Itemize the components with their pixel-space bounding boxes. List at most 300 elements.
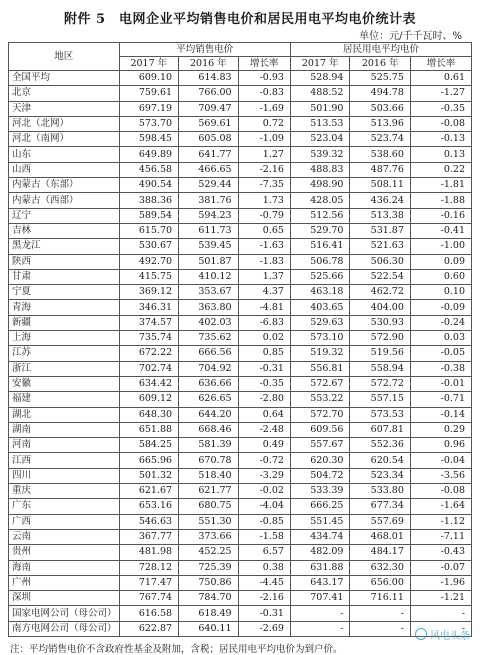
table-row	[9, 468, 472, 483]
footnote: 注：平均销售电价不含政府性基金及附加，含税；居民用电平均电价为到户价。	[10, 644, 343, 655]
value-cell: -	[410, 621, 471, 636]
value-cell: 759.61	[119, 86, 179, 101]
value-cell: 767.74	[119, 591, 179, 606]
price-table	[8, 42, 472, 637]
value-cell: 728.12	[119, 560, 179, 575]
value-cell: 462.72	[350, 285, 410, 300]
value-cell: -1.81	[410, 178, 471, 193]
value-cell: 0.96	[410, 438, 471, 453]
value-cell: -	[350, 606, 410, 621]
value-cell: 415.75	[119, 269, 179, 284]
value-cell: 0.29	[410, 422, 471, 437]
value-cell: 716.11	[350, 591, 410, 606]
value-cell: 466.65	[179, 162, 239, 177]
value-cell: 531.87	[350, 223, 410, 238]
table-row	[9, 376, 472, 391]
region-cell: 重庆	[9, 484, 120, 499]
value-cell: 501.32	[119, 468, 179, 483]
region-cell: 新疆	[9, 315, 120, 330]
value-cell: 0.09	[410, 254, 471, 269]
region-cell: 浙江	[9, 361, 120, 376]
value-cell: -0.05	[410, 346, 471, 361]
value-cell: -1.58	[238, 529, 290, 544]
value-cell: 551.30	[179, 514, 239, 529]
value-cell: 490.54	[119, 178, 179, 193]
value-cell: 558.94	[350, 361, 410, 376]
value-cell: 551.45	[290, 514, 350, 529]
value-cell: 665.96	[119, 453, 179, 468]
value-cell: 717.47	[119, 575, 179, 590]
table-row	[9, 223, 472, 238]
value-cell: -0.31	[238, 361, 290, 376]
table-row	[9, 545, 472, 560]
value-cell: 519.32	[290, 346, 350, 361]
unit-label: 单位：元/千千瓦时、%	[359, 31, 462, 42]
value-cell: 557.15	[350, 392, 410, 407]
value-cell: -0.09	[410, 300, 471, 315]
value-cell: 581.39	[179, 438, 239, 453]
value-cell: 611.73	[179, 223, 239, 238]
region-cell: 广州	[9, 575, 120, 590]
table-row	[9, 116, 472, 131]
value-cell: -0.43	[410, 545, 471, 560]
value-cell: 488.83	[290, 162, 350, 177]
value-cell: -	[290, 621, 350, 636]
value-cell: 428.05	[290, 193, 350, 208]
value-cell: 523.04	[290, 132, 350, 147]
value-cell: 374.57	[119, 315, 179, 330]
value-cell: -1.21	[410, 591, 471, 606]
region-cell: 黑龙江	[9, 239, 120, 254]
value-cell: 618.49	[179, 606, 239, 621]
value-cell: 525.66	[290, 269, 350, 284]
value-cell: 709.47	[179, 101, 239, 116]
value-cell: -2.48	[238, 422, 290, 437]
value-cell: 436.24	[350, 193, 410, 208]
value-cell: 607.81	[350, 422, 410, 437]
value-cell: -0.38	[410, 361, 471, 376]
value-cell: 501.87	[179, 254, 239, 269]
value-cell: 501.90	[290, 101, 350, 116]
value-cell: 533.80	[350, 484, 410, 499]
value-cell: -2.16	[238, 591, 290, 606]
value-cell: 616.58	[119, 606, 179, 621]
region-cell: 全国平均	[9, 71, 120, 86]
value-cell: 634.42	[119, 376, 179, 391]
value-cell: 512.56	[290, 208, 350, 223]
header-avg-sales-price: 平均销售电价	[119, 43, 290, 57]
value-cell: 513.53	[290, 116, 350, 131]
value-cell: 702.74	[119, 361, 179, 376]
region-cell: 深圳	[9, 591, 120, 606]
table-row	[9, 254, 472, 269]
value-cell: -0.14	[410, 407, 471, 422]
value-cell: -4.45	[238, 575, 290, 590]
table-row	[9, 422, 472, 437]
table-row	[9, 147, 472, 162]
value-cell: -	[350, 621, 410, 636]
value-cell: 573.10	[290, 331, 350, 346]
value-cell: 784.70	[179, 591, 239, 606]
value-cell: 346.31	[119, 300, 179, 315]
value-cell: 1.73	[238, 193, 290, 208]
value-cell: 484.17	[350, 545, 410, 560]
value-cell: -0.31	[238, 606, 290, 621]
value-cell: 0.22	[410, 162, 471, 177]
value-cell: -1.27	[410, 86, 471, 101]
value-cell: -7.35	[238, 178, 290, 193]
wechat-icon	[415, 628, 427, 640]
value-cell: -0.24	[410, 315, 471, 330]
table-row	[9, 285, 472, 300]
value-cell: 644.20	[179, 407, 239, 422]
value-cell: 487.76	[350, 162, 410, 177]
value-cell: 572.70	[290, 407, 350, 422]
value-cell: 677.34	[350, 499, 410, 514]
region-cell: 河北（北网）	[9, 116, 120, 131]
value-cell: 609.10	[119, 71, 179, 86]
value-cell: 506.78	[290, 254, 350, 269]
value-cell: 615.70	[119, 223, 179, 238]
table-row	[9, 86, 472, 101]
value-cell: -3.29	[238, 468, 290, 483]
value-cell: -1.69	[238, 101, 290, 116]
value-cell: 402.03	[179, 315, 239, 330]
table-row	[9, 208, 472, 223]
value-cell: 0.72	[238, 116, 290, 131]
value-cell: 632.30	[350, 560, 410, 575]
value-cell: 622.87	[119, 621, 179, 636]
value-cell: -0.04	[410, 453, 471, 468]
value-cell: 508.11	[350, 178, 410, 193]
value-cell: 605.08	[179, 132, 239, 147]
value-cell: 0.64	[238, 407, 290, 422]
region-cell: 辽宁	[9, 208, 120, 223]
value-cell: 533.39	[290, 484, 350, 499]
value-cell: -0.01	[410, 376, 471, 391]
value-cell: 463.18	[290, 285, 350, 300]
value-cell: -0.16	[410, 208, 471, 223]
value-cell: 626.65	[179, 392, 239, 407]
value-cell: -2.80	[238, 392, 290, 407]
value-cell: 4.37	[238, 285, 290, 300]
value-cell: 573.70	[119, 116, 179, 131]
value-cell: -0.35	[238, 376, 290, 391]
region-cell: 北京	[9, 86, 120, 101]
table-row	[9, 484, 472, 499]
header-growth: 增长率	[410, 57, 471, 71]
table-row	[9, 621, 472, 636]
value-cell: 523.34	[350, 468, 410, 483]
value-cell: 766.00	[179, 86, 239, 101]
value-cell: 680.75	[179, 499, 239, 514]
region-cell: 四川	[9, 468, 120, 483]
table-row	[9, 514, 472, 529]
value-cell: 621.67	[119, 484, 179, 499]
value-cell: 609.12	[119, 392, 179, 407]
value-cell: 725.39	[179, 560, 239, 575]
value-cell: 538.60	[350, 147, 410, 162]
value-cell: -	[410, 606, 471, 621]
value-cell: 403.65	[290, 300, 350, 315]
value-cell: 482.09	[290, 545, 350, 560]
value-cell: 557.67	[290, 438, 350, 453]
region-cell: 宁夏	[9, 285, 120, 300]
value-cell: 621.77	[179, 484, 239, 499]
value-cell: -1.88	[410, 193, 471, 208]
table-row	[9, 331, 472, 346]
region-cell: 上海	[9, 331, 120, 346]
value-cell: 404.00	[350, 300, 410, 315]
value-cell: -1.63	[238, 239, 290, 254]
region-cell: 云南	[9, 529, 120, 544]
value-cell: 750.86	[179, 575, 239, 590]
value-cell: 704.92	[179, 361, 239, 376]
region-cell: 江西	[9, 453, 120, 468]
value-cell: 0.60	[410, 269, 471, 284]
value-cell: 529.44	[179, 178, 239, 193]
table-row	[9, 101, 472, 116]
value-cell: 506.30	[350, 254, 410, 269]
region-cell: 南方电网公司（母公司）	[9, 621, 120, 636]
value-cell: 0.13	[410, 147, 471, 162]
header-region: 地区	[9, 43, 120, 71]
region-cell: 陕西	[9, 254, 120, 269]
value-cell: 666.56	[179, 346, 239, 361]
region-cell: 湖北	[9, 407, 120, 422]
value-cell: 0.38	[238, 560, 290, 575]
value-cell: -7.11	[410, 529, 471, 544]
table-row	[9, 361, 472, 376]
value-cell: 539.32	[290, 147, 350, 162]
value-cell: -0.07	[410, 560, 471, 575]
value-cell: 614.83	[179, 71, 239, 86]
value-cell: 0.61	[410, 71, 471, 86]
value-cell: -	[290, 606, 350, 621]
value-cell: 525.75	[350, 71, 410, 86]
value-cell: 620.54	[350, 453, 410, 468]
value-cell: 388.36	[119, 193, 179, 208]
value-cell: 620.30	[290, 453, 350, 468]
value-cell: 594.23	[179, 208, 239, 223]
value-cell: 640.11	[179, 621, 239, 636]
value-cell: 584.25	[119, 438, 179, 453]
table-row	[9, 560, 472, 575]
value-cell: 522.54	[350, 269, 410, 284]
value-cell: 0.10	[410, 285, 471, 300]
region-cell: 广西	[9, 514, 120, 529]
value-cell: 0.49	[238, 438, 290, 453]
region-cell: 福建	[9, 392, 120, 407]
value-cell: 735.74	[119, 331, 179, 346]
value-cell: 672.22	[119, 346, 179, 361]
header-year-2017: 2017 年	[290, 57, 350, 71]
value-cell: -0.85	[238, 514, 290, 529]
table-row	[9, 346, 472, 361]
table-row	[9, 132, 472, 147]
table-row	[9, 71, 472, 86]
value-cell: 410.12	[179, 269, 239, 284]
value-cell: 707.41	[290, 591, 350, 606]
region-cell: 青海	[9, 300, 120, 315]
table-row	[9, 162, 472, 177]
value-cell: -1.12	[410, 514, 471, 529]
value-cell: -0.71	[410, 392, 471, 407]
value-cell: -0.41	[410, 223, 471, 238]
value-cell: 697.19	[119, 101, 179, 116]
value-cell: -2.69	[238, 621, 290, 636]
region-cell: 山东	[9, 147, 120, 162]
value-cell: 373.66	[179, 529, 239, 544]
value-cell: 572.72	[350, 376, 410, 391]
value-cell: 735.62	[179, 331, 239, 346]
region-cell: 海南	[9, 560, 120, 575]
value-cell: -2.16	[238, 162, 290, 177]
value-cell: 468.01	[350, 529, 410, 544]
value-cell: 557.69	[350, 514, 410, 529]
value-cell: 516.41	[290, 239, 350, 254]
region-cell: 内蒙古（西部）	[9, 193, 120, 208]
table-row	[9, 315, 472, 330]
value-cell: 0.85	[238, 346, 290, 361]
value-cell: 452.25	[179, 545, 239, 560]
region-cell: 天津	[9, 101, 120, 116]
table-row	[9, 269, 472, 284]
value-cell: 598.45	[119, 132, 179, 147]
value-cell: 6.57	[238, 545, 290, 560]
value-cell: 641.77	[179, 147, 239, 162]
header-year-2016: 2016 年	[179, 57, 239, 71]
value-cell: -3.56	[410, 468, 471, 483]
table-row	[9, 606, 472, 621]
value-cell: -0.93	[238, 71, 290, 86]
watermark-text: 风电头条	[430, 631, 470, 642]
value-cell: 488.52	[290, 86, 350, 101]
value-cell: 649.89	[119, 147, 179, 162]
value-cell: 530.67	[119, 239, 179, 254]
value-cell: 513.38	[350, 208, 410, 223]
value-cell: 529.63	[290, 315, 350, 330]
value-cell: 494.78	[350, 86, 410, 101]
value-cell: -1.00	[410, 239, 471, 254]
region-cell: 安徽	[9, 376, 120, 391]
value-cell: 434.74	[290, 529, 350, 544]
value-cell: 670.78	[179, 453, 239, 468]
value-cell: -1.83	[238, 254, 290, 269]
value-cell: 552.36	[350, 438, 410, 453]
table-row	[9, 575, 472, 590]
region-cell: 河北（南网）	[9, 132, 120, 147]
value-cell: 636.66	[179, 376, 239, 391]
table-body	[9, 71, 472, 637]
value-cell: -4.04	[238, 499, 290, 514]
header-year-2017: 2017 年	[119, 57, 179, 71]
value-cell: 651.88	[119, 422, 179, 437]
value-cell: 668.46	[179, 422, 239, 437]
value-cell: 631.88	[290, 560, 350, 575]
value-cell: 643.17	[290, 575, 350, 590]
value-cell: 589.54	[119, 208, 179, 223]
value-cell: -1.96	[410, 575, 471, 590]
value-cell: 521.63	[350, 239, 410, 254]
watermark	[415, 627, 470, 642]
value-cell: 528.94	[290, 71, 350, 86]
value-cell: 367.77	[119, 529, 179, 544]
region-cell: 江苏	[9, 346, 120, 361]
value-cell: -0.13	[410, 132, 471, 147]
table-row	[9, 499, 472, 514]
value-cell: 518.40	[179, 468, 239, 483]
value-cell: 1.27	[238, 147, 290, 162]
region-cell: 甘肃	[9, 269, 120, 284]
value-cell: 513.96	[350, 116, 410, 131]
value-cell: 573.53	[350, 407, 410, 422]
table-row	[9, 529, 472, 544]
value-cell: 369.12	[119, 285, 179, 300]
region-cell: 内蒙古（东部）	[9, 178, 120, 193]
value-cell: 653.16	[119, 499, 179, 514]
region-cell: 湖南	[9, 422, 120, 437]
value-cell: -0.08	[410, 116, 471, 131]
header-growth: 增长率	[238, 57, 290, 71]
value-cell: -0.02	[238, 484, 290, 499]
region-cell: 山西	[9, 162, 120, 177]
value-cell: -0.35	[410, 101, 471, 116]
value-cell: 539.45	[179, 239, 239, 254]
value-cell: -0.83	[238, 86, 290, 101]
value-cell: 609.56	[290, 422, 350, 437]
header-residential-price: 居民用电平均电价	[290, 43, 471, 57]
table-row	[9, 438, 472, 453]
value-cell: 666.25	[290, 499, 350, 514]
value-cell: 1.37	[238, 269, 290, 284]
value-cell: 0.02	[238, 331, 290, 346]
region-cell: 国家电网公司（母公司）	[9, 606, 120, 621]
value-cell: 0.65	[238, 223, 290, 238]
value-cell: -0.72	[238, 453, 290, 468]
value-cell: 530.93	[350, 315, 410, 330]
value-cell: 553.22	[290, 392, 350, 407]
value-cell: 529.70	[290, 223, 350, 238]
value-cell: 492.70	[119, 254, 179, 269]
value-cell: -0.79	[238, 208, 290, 223]
value-cell: 656.00	[350, 575, 410, 590]
value-cell: 572.67	[290, 376, 350, 391]
value-cell: 456.58	[119, 162, 179, 177]
value-cell: 569.61	[179, 116, 239, 131]
region-cell: 吉林	[9, 223, 120, 238]
value-cell: 353.67	[179, 285, 239, 300]
value-cell: 381.76	[179, 193, 239, 208]
value-cell: 481.98	[119, 545, 179, 560]
page-title: 附件 5 电网企业平均销售电价和居民用电平均电价统计表	[63, 12, 417, 27]
table-row	[9, 407, 472, 422]
value-cell: 519.56	[350, 346, 410, 361]
value-cell: 363.80	[179, 300, 239, 315]
value-cell: 556.81	[290, 361, 350, 376]
value-cell: 523.74	[350, 132, 410, 147]
value-cell: 503.66	[350, 101, 410, 116]
value-cell: 504.72	[290, 468, 350, 483]
value-cell: 648.30	[119, 407, 179, 422]
header-year-2016: 2016 年	[350, 57, 410, 71]
region-cell: 贵州	[9, 545, 120, 560]
value-cell: -4.81	[238, 300, 290, 315]
value-cell: 498.90	[290, 178, 350, 193]
value-cell: -0.08	[410, 484, 471, 499]
value-cell: -1.09	[238, 132, 290, 147]
table-row	[9, 193, 472, 208]
